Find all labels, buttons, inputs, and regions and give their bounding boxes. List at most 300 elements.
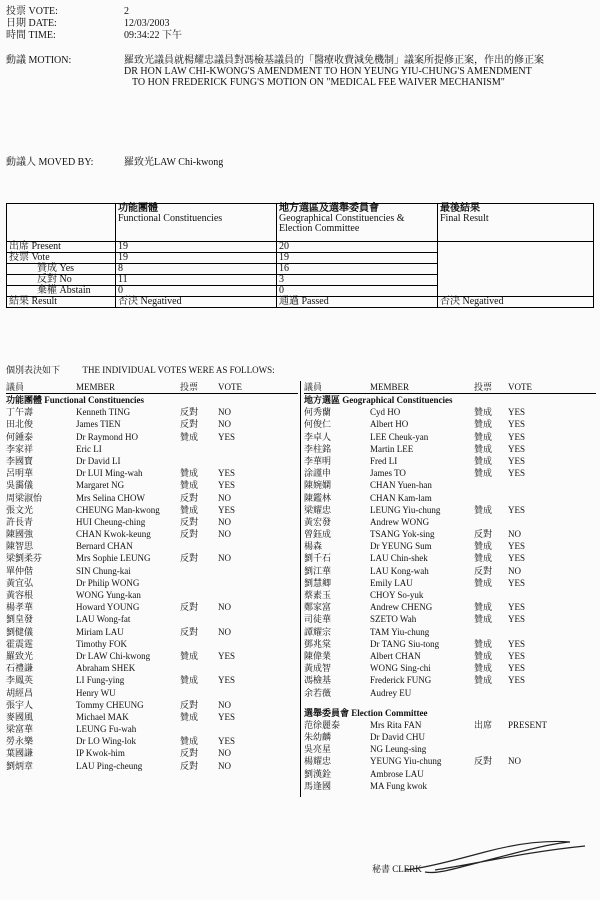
summary-label: 投票 Vote [7, 253, 116, 264]
vote-en: YES [218, 736, 236, 747]
vote-en: YES [508, 455, 526, 466]
member-name-en: TAM Yiu-chung [370, 626, 430, 637]
vote-cn: 贊成 [474, 443, 493, 454]
member-name-cn: 陳智思 [6, 541, 34, 552]
member-name-cn: 鄧兆棠 [304, 638, 332, 649]
gc-header-cn: 地方選區及選舉委員會 [279, 203, 379, 214]
member-name-cn: 劉慧卿 [304, 577, 332, 588]
vote-en: NO [218, 529, 231, 540]
header-cn: 議員 [6, 382, 25, 392]
vote-row [6, 418, 298, 430]
member-name-cn: 吳靄儀 [6, 480, 34, 491]
header-vote-en: VOTE [218, 382, 242, 392]
moved-by-row [6, 153, 223, 168]
member-name-cn: 劉炳章 [6, 760, 34, 771]
vote-cn: 贊成 [474, 614, 493, 625]
vote-row [304, 467, 596, 479]
right-header-row [304, 381, 596, 394]
vote-en: YES [508, 638, 526, 649]
member-name-cn: 陳偉業 [304, 650, 332, 661]
member-name-en: LEUNG Fu-wah [76, 724, 137, 735]
member-name-en: LAU Chin-shek [370, 553, 428, 564]
vote-row [304, 687, 596, 699]
summary-fc-value: 0 [116, 286, 277, 297]
member-name-en: YEUNG Yiu-chung [370, 756, 442, 767]
vote-en: NO [218, 699, 231, 710]
vote-en: YES [508, 504, 526, 515]
vote-row [6, 443, 298, 455]
member-name-en: Mrs Sophie LEUNG [76, 553, 151, 564]
member-name-en: Cyd HO [370, 407, 401, 418]
vote-cn: 贊成 [180, 736, 199, 747]
vote-cn: 反對 [180, 760, 199, 771]
member-name-cn: 陳鑑林 [304, 492, 332, 503]
vote-row [304, 418, 596, 430]
vote-en: NO [218, 748, 231, 759]
vote-row [6, 638, 298, 650]
summary-table [6, 203, 594, 308]
member-name-en: Dr LO Wing-lok [76, 736, 136, 747]
date-label: 日期 DATE: [6, 18, 57, 29]
member-name-cn: 李家祥 [6, 443, 34, 454]
column-divider [300, 381, 301, 797]
vote-cn: 贊成 [180, 431, 199, 442]
member-name-en: Emily LAU [370, 577, 413, 588]
member-name-cn: 譚耀宗 [304, 626, 332, 637]
summary-fc-value: 19 [116, 242, 277, 253]
vote-row [304, 528, 596, 540]
time-value: 09:34:22 下午 [124, 30, 183, 41]
individual-title-en: THE INDIVIDUAL VOTES WERE AS FOLLOWS: [82, 365, 275, 375]
vote-value: 2 [124, 6, 129, 17]
member-name-en: Dr Philip WONG [76, 577, 140, 588]
vote-cn: 反對 [180, 699, 199, 710]
vote-en: YES [508, 553, 526, 564]
vote-cn: 反對 [474, 756, 493, 767]
member-name-en: Timothy FOK [76, 638, 127, 649]
vote-row [304, 589, 596, 601]
member-name-en: Abraham SHEK [76, 663, 136, 674]
vote-row [304, 492, 596, 504]
member-name-en: Albert CHAN [370, 650, 421, 661]
vote-row [304, 638, 596, 650]
member-name-en: WONG Sing-chi [370, 663, 431, 674]
summary-fc-value: 11 [116, 275, 277, 286]
individual-title-cn: 個別表決如下 [6, 365, 61, 375]
vote-row [304, 780, 596, 792]
vote-cn: 贊成 [474, 675, 493, 686]
member-name-cn: 陳國強 [6, 529, 34, 540]
vote-row [6, 760, 298, 772]
vote-cn: 贊成 [474, 602, 493, 613]
member-name-en: TSANG Yok-sing [370, 529, 435, 540]
vote-row [304, 674, 596, 686]
vote-row [304, 479, 596, 491]
vote-row [6, 540, 298, 552]
vote-row [6, 455, 298, 467]
member-name-cn: 朱幼麟 [304, 732, 332, 743]
vote-cn: 贊成 [474, 468, 493, 479]
vote-cn: 反對 [180, 626, 199, 637]
motion-english-1: DR HON LAW CHI-KWONG'S AMENDMENT TO HON YEUNG YIU-CHUNG'S AMENDMENT [124, 66, 532, 77]
vote-en: PRESENT [508, 719, 548, 730]
vote-cn: 贊成 [180, 650, 199, 661]
member-name-en: NG Leung-sing [370, 744, 427, 755]
motion-label: 動議 MOTION: [6, 55, 72, 66]
member-name-en: IP Kwok-him [76, 748, 125, 759]
member-name-cn: 張宇人 [6, 699, 34, 710]
vote-cn: 贊成 [474, 663, 493, 674]
vote-en: YES [508, 675, 526, 686]
header-vote-cn: 投票 [474, 382, 493, 392]
section-geographical: 地方選區 Geographical Constituencies [304, 395, 453, 405]
summary-header-final [438, 204, 594, 242]
member-name-en: Bernard CHAN [76, 541, 133, 552]
vote-row [304, 755, 596, 767]
member-name-en: Andrew WONG [370, 516, 430, 527]
member-name-cn: 霍震霆 [6, 638, 34, 649]
member-name-en: Ambrose LAU [370, 768, 424, 779]
member-name-en: Frederick FUNG [370, 675, 432, 686]
vote-row [6, 723, 298, 735]
member-name-en: LAU Wong-fat [76, 614, 131, 625]
section-election-committee: 選舉委員會 Election Committee [304, 707, 428, 718]
member-name-en: James TO [370, 468, 406, 479]
member-name-cn: 李卓人 [304, 431, 332, 442]
member-name-cn: 李鳳英 [6, 675, 34, 686]
member-name-cn: 范徐麗泰 [304, 719, 341, 730]
vote-en: NO [508, 565, 521, 576]
member-name-en: CHAN Kam-lam [370, 492, 432, 503]
vote-cn: 反對 [180, 553, 199, 564]
summary-gc-value: 20 [277, 242, 438, 253]
vote-row [6, 662, 298, 674]
member-name-cn: 梁耀忠 [304, 504, 332, 515]
summary-gc-value: 19 [277, 253, 438, 264]
moved-by-label: 動議人 MOVED BY: [6, 157, 94, 168]
vote-row [304, 431, 596, 443]
fc-header-cn: 功能團體 [118, 203, 158, 214]
summary-row-present [7, 242, 594, 253]
vote-en: NO [508, 756, 521, 767]
clerk-signature [395, 830, 595, 880]
summary-gc-value: 3 [277, 275, 438, 286]
vote-en: YES [218, 650, 236, 661]
vote-row [6, 687, 298, 699]
member-name-en: SZETO Wah [370, 614, 417, 625]
vote-en: YES [218, 504, 236, 515]
header-vote-cn: 投票 [180, 382, 199, 392]
vote-row [6, 626, 298, 638]
member-name-en: Mrs Rita FAN [370, 719, 422, 730]
member-name-cn: 何秀蘭 [304, 407, 332, 418]
vote-en: YES [508, 419, 526, 430]
member-name-cn: 勞永樂 [6, 736, 34, 747]
member-name-en: WONG Yung-kan [76, 590, 141, 600]
individual-votes-title [6, 363, 275, 376]
member-name-cn: 張文光 [6, 504, 34, 515]
member-name-cn: 涂謹申 [304, 468, 332, 479]
vote-row [304, 443, 596, 455]
vote-en: NO [218, 516, 231, 527]
member-name-en: Dr David LI [76, 455, 121, 466]
vote-number-row [6, 6, 129, 17]
vote-en: NO [218, 602, 231, 613]
vote-en: YES [218, 480, 236, 491]
member-name-cn: 黃容根 [6, 590, 34, 600]
vote-en: NO [218, 492, 231, 503]
motion-english-2: TO HON FREDERICK FUNG'S MOTION ON "MEDICAL FEE WAIVER MECHANISM" [132, 77, 505, 88]
member-name-en: CHOY So-yuk [370, 590, 424, 600]
summary-gc-value: 0 [277, 286, 438, 297]
vote-en: YES [508, 614, 526, 625]
member-name-en: Andrew CHENG [370, 602, 433, 613]
member-name-en: Audrey EU [370, 687, 412, 698]
member-name-cn: 羅致光 [6, 650, 34, 661]
vote-en: NO [508, 529, 521, 540]
member-name-en: CHAN Yuen-han [370, 480, 432, 491]
header-member: MEMBER [76, 382, 116, 392]
vote-row [304, 768, 596, 780]
member-name-cn: 余若薇 [304, 687, 332, 698]
vote-row [304, 540, 596, 552]
vote-cn: 贊成 [180, 711, 199, 722]
vote-cn: 贊成 [474, 455, 493, 466]
vote-row [6, 467, 298, 479]
vote-row [6, 613, 298, 625]
vote-en: NO [218, 760, 231, 771]
vote-en: NO [218, 553, 231, 564]
vote-cn: 贊成 [474, 650, 493, 661]
member-name-cn: 田北俊 [6, 419, 34, 430]
vote-row [6, 479, 298, 491]
vote-cn: 反對 [180, 529, 199, 540]
member-name-cn: 單仲偕 [6, 565, 34, 576]
vote-cn: 反對 [180, 492, 199, 503]
member-name-en: Dr Raymond HO [76, 431, 138, 442]
vote-en: YES [218, 468, 236, 479]
time-label: 時間 TIME: [6, 30, 56, 41]
vote-en: YES [508, 443, 526, 454]
vote-cn: 贊成 [474, 638, 493, 649]
member-name-cn: 石禮謙 [6, 663, 34, 674]
member-name-en: Fred LI [370, 455, 398, 466]
vote-row [6, 589, 298, 601]
member-name-cn: 丁午壽 [6, 407, 34, 418]
header-cn: 議員 [304, 382, 323, 392]
summary-label: 贊成 Yes [7, 264, 116, 275]
summary-header-fc [116, 204, 277, 242]
summary-final-value: 否決 Negatived [438, 297, 594, 308]
left-header-row [6, 381, 298, 394]
vote-en: YES [508, 663, 526, 674]
member-name-cn: 司徒華 [304, 614, 332, 625]
member-name-cn: 何鍾泰 [6, 431, 34, 442]
summary-gc-value: 16 [277, 264, 438, 275]
summary-label: 反對 No [7, 275, 116, 286]
vote-en: NO [218, 626, 231, 637]
vote-row [6, 406, 298, 418]
member-name-en: MA Fung kwok [370, 780, 428, 791]
member-name-en: Albert HO [370, 419, 409, 430]
time-row [6, 30, 182, 41]
member-name-en: Martin LEE [370, 443, 414, 454]
vote-en: YES [218, 431, 236, 442]
member-name-cn: 黃宜弘 [6, 577, 34, 588]
vote-row [6, 492, 298, 504]
summary-header-gc [277, 204, 438, 242]
vote-row [6, 650, 298, 662]
member-name-en: LAU Kong-wah [370, 565, 429, 576]
member-name-cn: 胡經昌 [6, 687, 34, 698]
member-name-cn: 李華明 [304, 455, 332, 466]
vote-en: YES [218, 711, 236, 722]
member-name-en: Margaret NG [76, 480, 125, 491]
vote-row [304, 662, 596, 674]
member-name-en: LEUNG Yiu-chung [370, 504, 441, 515]
vote-en: NO [218, 419, 231, 430]
section-functional: 功能團體 Functional Constituencies [6, 395, 145, 405]
vote-label: 投票 VOTE: [6, 6, 58, 17]
vote-row [304, 601, 596, 613]
member-name-cn: 劉千石 [304, 553, 332, 564]
vote-row [304, 626, 596, 638]
member-name-en: LI Fung-ying [76, 675, 125, 686]
member-name-en: LAU Ping-cheung [76, 760, 143, 771]
vote-row [6, 431, 298, 443]
vote-cn: 贊成 [474, 504, 493, 515]
member-name-cn: 楊孝華 [6, 602, 34, 613]
vote-row [6, 565, 298, 577]
vote-row [304, 719, 596, 731]
member-name-cn: 麥國風 [6, 711, 34, 722]
date-row [6, 18, 170, 29]
member-name-cn: 陳婉嫻 [304, 480, 332, 491]
vote-cn: 贊成 [474, 407, 493, 418]
vote-cn: 反對 [180, 516, 199, 527]
member-name-cn: 楊森 [304, 541, 323, 552]
member-name-en: Tommy CHEUNG [76, 699, 144, 710]
vote-row [304, 406, 596, 418]
member-name-en: CHAN Kwok-keung [76, 529, 151, 540]
vote-cn: 贊成 [180, 504, 199, 515]
header-vote-en: VOTE [508, 382, 532, 392]
member-name-en: Dr LUI Ming-wah [76, 468, 143, 479]
member-name-en: SIN Chung-kai [76, 565, 131, 576]
member-name-cn: 黃宏發 [304, 516, 332, 527]
vote-row [304, 731, 596, 743]
vote-cn: 贊成 [180, 675, 199, 686]
vote-cn: 反對 [474, 529, 493, 540]
member-name-cn: 黃成智 [304, 663, 332, 674]
vote-cn: 贊成 [474, 419, 493, 430]
vote-row [6, 601, 298, 613]
summary-fc-value: 否決 Negatived [116, 297, 277, 308]
member-name-en: Henry WU [76, 687, 116, 698]
vote-row [304, 455, 596, 467]
vote-row [304, 552, 596, 564]
member-name-en: LEE Cheuk-yan [370, 431, 429, 442]
member-name-cn: 馬逢國 [304, 780, 332, 791]
member-name-cn: 劉漢銓 [304, 768, 332, 779]
summary-fc-value: 8 [116, 264, 277, 275]
member-name-cn: 曾鈺成 [304, 529, 332, 540]
vote-row [304, 743, 596, 755]
member-name-en: Miriam LAU [76, 626, 124, 637]
vote-row [304, 577, 596, 589]
vote-en: YES [508, 468, 526, 479]
vote-row [304, 650, 596, 662]
vote-en: YES [508, 602, 526, 613]
vote-cn: 贊成 [474, 541, 493, 552]
vote-cn: 反對 [180, 407, 199, 418]
vote-en: YES [508, 431, 526, 442]
vote-cn: 贊成 [474, 577, 493, 588]
member-name-en: Dr YEUNG Sum [370, 541, 432, 552]
vote-row [304, 504, 596, 516]
member-name-en: Eric LI [76, 443, 102, 454]
member-name-en: Mrs Selina CHOW [76, 492, 145, 503]
vote-row [6, 711, 298, 723]
member-name-cn: 梁劉柔芬 [6, 553, 43, 564]
vote-row [6, 735, 298, 747]
gc-header-en: Geographical Constituencies & Election Committee [279, 213, 405, 234]
member-name-cn: 馮檢基 [304, 675, 332, 686]
member-name-en: Dr David CHU [370, 732, 425, 743]
right-vote-list [304, 381, 596, 792]
vote-row [6, 504, 298, 516]
summary-corner [7, 204, 116, 242]
vote-en: YES [508, 541, 526, 552]
summary-gc-value: 通過 Passed [277, 297, 438, 308]
member-name-en: Howard YOUNG [76, 602, 140, 613]
summary-final-blank [438, 242, 594, 297]
vote-en: YES [218, 675, 236, 686]
member-name-cn: 蔡素玉 [304, 590, 332, 600]
fc-header-en: Functional Constituencies [118, 213, 223, 224]
member-name-cn: 李柱銘 [304, 443, 332, 454]
vote-cn: 贊成 [474, 431, 493, 442]
moved-by-value: 羅致光LAW Chi-kwong [124, 157, 224, 168]
member-name-cn: 梁富華 [6, 724, 34, 735]
member-name-en: CHEUNG Man-kwong [76, 504, 160, 515]
date-value: 12/03/2003 [124, 18, 170, 29]
summary-label: 結果 Result [7, 297, 116, 308]
vote-cn: 反對 [180, 748, 199, 759]
member-name-cn: 吳亮星 [304, 744, 332, 755]
final-header-cn: 最後結果 [440, 203, 480, 214]
vote-row [6, 516, 298, 528]
motion-chinese: 羅致光議員就楊耀忠議員對馮檢基議員的「醫療收費減免機制」議案所提修正案，作出的修正案 [124, 55, 544, 66]
member-name-en: Kenneth TING [76, 407, 131, 418]
vote-row [304, 613, 596, 625]
vote-row [6, 528, 298, 540]
member-name-cn: 何俊仁 [304, 419, 332, 430]
member-name-en: Dr TANG Siu-tong [370, 638, 440, 649]
vote-row [6, 674, 298, 686]
vote-cn: 贊成 [474, 553, 493, 564]
vote-row [6, 577, 298, 589]
vote-cn: 贊成 [180, 480, 199, 491]
member-name-cn: 劉皇發 [6, 614, 34, 625]
member-name-en: James TIEN [76, 419, 121, 430]
summary-label: 棄權 Abstain [7, 286, 116, 297]
vote-en: NO [218, 407, 231, 418]
member-name-cn: 周梁淑怡 [6, 492, 43, 503]
member-name-en: Michael MAK [76, 711, 129, 722]
member-name-cn: 楊耀忠 [304, 756, 332, 767]
header-member: MEMBER [370, 382, 410, 392]
